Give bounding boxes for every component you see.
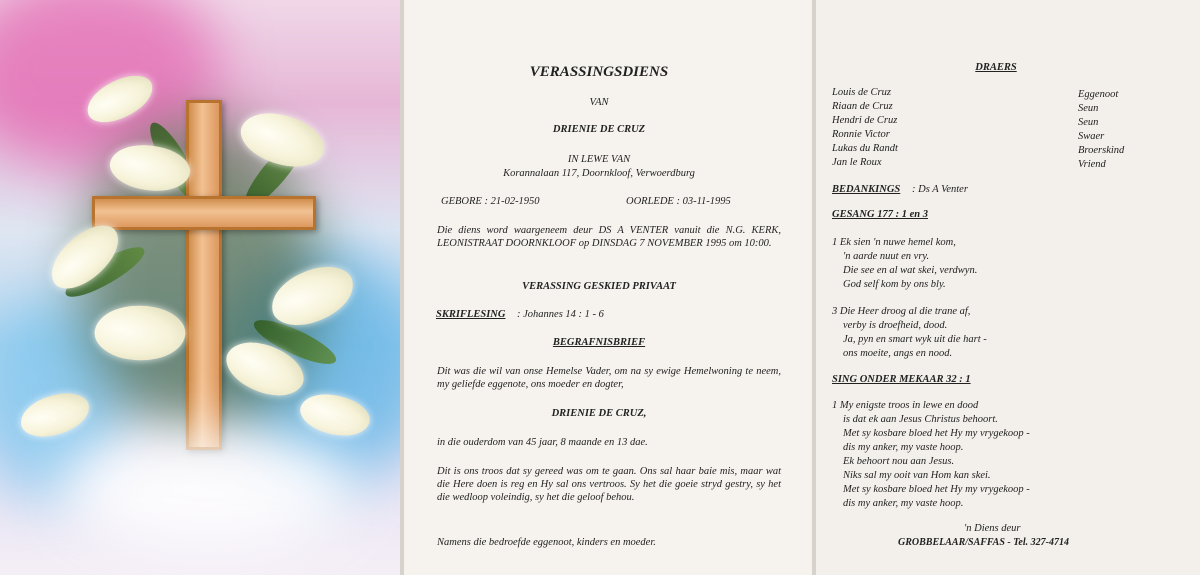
scripture-reference: : Johannes 14 : 1 - 6 — [517, 309, 604, 320]
hymn-line: 'n aarde nuut en vry. — [843, 251, 930, 262]
song-line: Ek behoort nou aan Jesus. — [843, 456, 955, 467]
pallbearer-relation: Eggenoot — [1078, 89, 1119, 100]
pallbearer-name: Lukas du Randt — [832, 143, 898, 154]
hymn-heading: GESANG 177 : 1 en 3 — [832, 209, 928, 220]
song-heading: SING ONDER MEKAAR 32 : 1 — [832, 374, 971, 385]
pallbearer-name: Ronnie Victor — [832, 129, 890, 140]
cross-vertical-beam — [186, 100, 222, 450]
cover-panel — [0, 0, 400, 575]
address: Korannalaan 117, Doornkloof, Verwoerdburg — [503, 168, 695, 179]
pallbearer-relation: Swaer — [1078, 131, 1105, 142]
hymn-line: God self kom by ons bly. — [843, 279, 946, 290]
deceased-name-repeat: DRIENIE DE CRUZ, — [551, 408, 647, 419]
deceased-name: DRIENIE DE CRUZ — [552, 124, 646, 135]
pallbearer-name: Louis de Cruz — [832, 87, 891, 98]
in-lewe-van-label: IN LEWE VAN — [567, 154, 631, 165]
song-line: Met sy kosbare bloed het Hy my vrygekoop - — [843, 484, 1030, 495]
hymn-line: Ja, pyn en smart wyk uit die hart - — [843, 334, 987, 345]
pallbearer-name: Hendri de Cruz — [832, 115, 898, 126]
song-line: dis my anker, my vaste hoop. — [843, 442, 964, 453]
thanks-label: BEDANKINGS — [832, 184, 901, 195]
pallbearer-relation: Seun — [1078, 103, 1099, 114]
order-of-service-page — [404, 0, 812, 575]
page-title: VERASSINGSDIENS — [529, 64, 669, 80]
van-label: VAN — [589, 97, 609, 108]
family-signoff: Namens die bedroefde eggenoot, kinders en moeder. — [437, 537, 656, 548]
song-line: 1 My enigste troos in lewe en dood — [832, 400, 979, 411]
funeral-home-credit: GROBBELAAR/SAFFAS - Tel. 327-4714 — [898, 537, 1069, 548]
age-statement: in die ouderdom van 45 jaar, 8 maande en 13 dae. — [437, 437, 648, 448]
hymn-line: 1 Ek sien 'n nuwe hemel kom, — [832, 237, 956, 248]
cremation-notice: VERASSING GESKIED PRIVAAT — [522, 281, 676, 292]
birth-date: GEBORE : 21-02-1950 — [441, 196, 540, 207]
pallbearers-hymns-page — [816, 0, 1200, 575]
song-line: Niks sal my ooit van Hom kan skei. — [843, 470, 991, 481]
funeral-letter-heading: BEGRAFNISBRIEF — [552, 337, 646, 348]
comfort-text: Dit is ons troos dat sy gereed was om te gaan. Ons sal haar baie mis, maar wat die Here doen is reg en Hy sal ons vertroos. Sy het die goeie stryd gestry, sy het die wedloop voleindig, sy het die geloof behou. — [437, 466, 781, 503]
pallbearer-relation: Vriend — [1078, 159, 1106, 170]
pallbearer-relation: Seun — [1078, 117, 1099, 128]
hymn-line: 3 Die Heer droog al die trane af, — [832, 306, 971, 317]
song-line: Met sy kosbare bloed het Hy my vrygekoop - — [843, 428, 1030, 439]
death-date: OORLEDE : 03-11-1995 — [626, 196, 731, 207]
service-details: Die diens word waargeneem deur DS A VENTER vanuit die N.G. KERK, LEONISTRAAT DOORNKLOOF op DINSDAG 7 NOVEMBER 1995 om 10:00. — [437, 225, 781, 249]
pallbearer-relation: Broerskind — [1078, 145, 1125, 156]
cross-horizontal-beam — [92, 196, 316, 230]
pallbearer-name: Jan le Roux — [832, 157, 882, 168]
credit-line: 'n Diens deur — [964, 523, 1021, 534]
pallbearers-heading: DRAERS — [975, 62, 1017, 73]
song-line: is dat ek aan Jesus Christus behoort. — [843, 414, 998, 425]
scripture-label: SKRIFLESING — [436, 309, 506, 320]
pallbearer-name: Riaan de Cruz — [832, 101, 893, 112]
hymn-line: ons moeite, angs en nood. — [843, 348, 953, 359]
funeral-letter-text: Dit was die wil van onse Hemelse Vader, om na sy ewige Hemelwoning te neem, my geliefde eggenote, ons moeder en dogter, — [437, 366, 781, 390]
white-mist — [60, 430, 360, 550]
hymn-line: verby is droefheid, dood. — [843, 320, 948, 331]
song-line: dis my anker, my vaste hoop. — [843, 498, 964, 509]
thanks-value: : Ds A Venter — [912, 184, 968, 195]
hymn-line: Die see en al wat skei, verdwyn. — [843, 265, 978, 276]
